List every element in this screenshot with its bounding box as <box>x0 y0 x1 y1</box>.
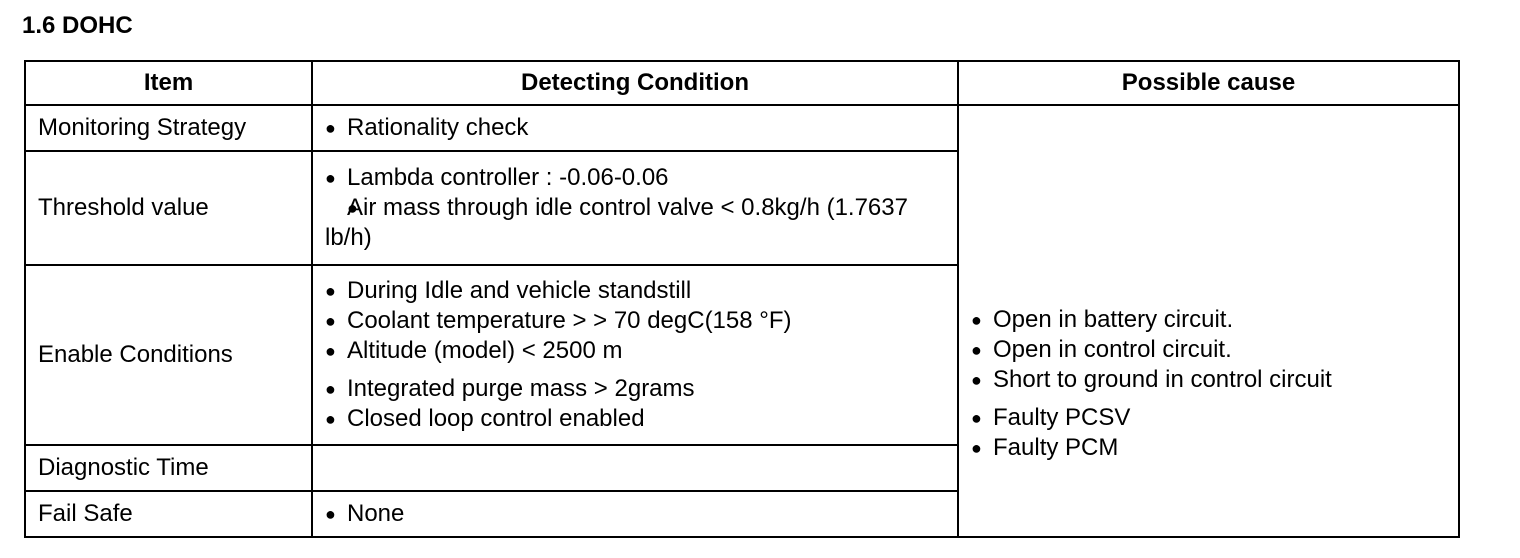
condition-cell-threshold-value <box>312 151 958 265</box>
header-detecting-condition: Detecting Condition <box>312 61 958 105</box>
diagnostic-spec-table <box>24 60 1460 538</box>
condition-cell-diagnostic-time <box>312 445 958 491</box>
condition-item: ● Altitude (model) < 2500 m <box>325 336 945 366</box>
condition-item: ● Lambda controller : -0.06-0.06 <box>325 163 945 193</box>
row-label-fail-safe: Fail Safe <box>25 491 312 537</box>
row-label-enable-conditions: Enable Conditions <box>25 265 312 445</box>
table-row-monitoring-strategy <box>25 105 1459 151</box>
cause-item: ● Faulty PCSV <box>971 403 1446 433</box>
condition-item: ● Integrated purge mass > 2grams <box>325 374 945 404</box>
condition-item: ● Coolant temperature > > 70 degC(158 °F) <box>325 306 945 336</box>
row-label-monitoring-strategy: Monitoring Strategy <box>25 105 312 151</box>
header-item: Item <box>25 61 312 105</box>
possible-cause-cell <box>958 105 1459 537</box>
condition-cell-fail-safe <box>312 491 958 537</box>
cause-item: ● Open in control circuit. <box>971 335 1446 365</box>
cause-item: ● Open in battery circuit. <box>971 305 1446 335</box>
condition-item: ● During Idle and vehicle standstill <box>325 276 945 306</box>
header-possible-cause: Possible cause <box>958 61 1459 105</box>
cause-item: ● Short to ground in control circuit <box>971 365 1446 395</box>
row-label-threshold-value: Threshold value <box>25 151 312 265</box>
condition-item: ● Air mass through idle control valve < 0.8kg/h (1.7637 lb/h) <box>325 193 945 253</box>
table-header-row <box>25 61 1459 105</box>
cause-item: ● Faulty PCM <box>971 433 1446 463</box>
row-label-diagnostic-time: Diagnostic Time <box>25 445 312 491</box>
condition-cell-enable-conditions <box>312 265 958 445</box>
condition-item: ● Closed loop control enabled <box>325 404 945 434</box>
page-title: 1.6 DOHC <box>22 12 133 39</box>
condition-item: ● None <box>325 499 945 529</box>
condition-cell-monitoring-strategy <box>312 105 958 151</box>
condition-item: ● Rationality check <box>325 113 945 143</box>
